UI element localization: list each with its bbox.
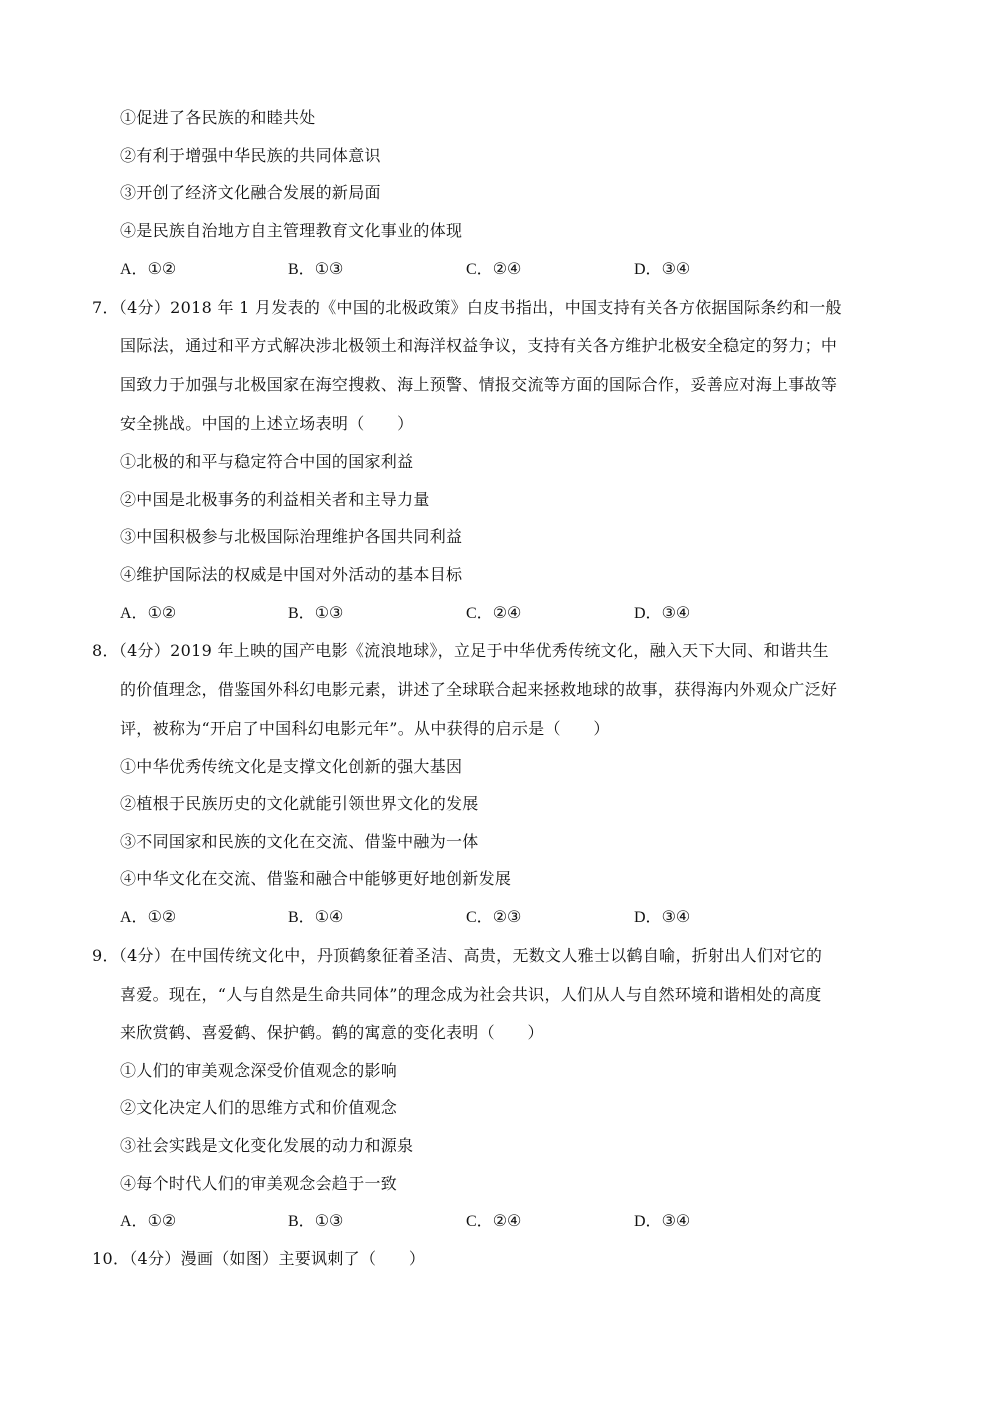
q7-statement-4: ④维护国际法的权威是中国对外活动的基本目标: [120, 565, 463, 584]
q8-stem-line-3: 评，被称为“开启了中国科幻电影元年”。从中获得的启示是（ ）: [120, 719, 610, 738]
q7-stem-line-4: 安全挑战。中国的上述立场表明（ ）: [120, 414, 414, 433]
q9-statement-2: ②文化决定人们的思维方式和价值观念: [120, 1098, 398, 1117]
q9-statement-4: ④每个时代人们的审美观念会趋于一致: [120, 1174, 398, 1193]
q9-statement-3: ③社会实践是文化变化发展的动力和源泉: [120, 1136, 414, 1155]
q6-statement-3: ③开创了经济文化融合发展的新局面: [120, 183, 381, 202]
q7-choices: [120, 601, 760, 625]
q7-choice-c[interactable]: C．②④: [466, 603, 522, 622]
q7-statement-3: ③中国积极参与北极国际治理维护各国共同利益: [120, 527, 463, 546]
q10-stem-line-1: 10．（4分）漫画（如图）主要讽刺了（ ）: [92, 1249, 426, 1268]
q9-choices: [120, 1209, 760, 1233]
q8-choice-d[interactable]: D．③④: [634, 907, 691, 926]
q7-choice-a[interactable]: A．①②: [120, 603, 177, 622]
q6-choice-b[interactable]: B．①③: [288, 259, 344, 278]
q8-choice-a[interactable]: A．①②: [120, 907, 177, 926]
q7-stem-line-1: 7．（4分）2018 年 1 月发表的《中国的北极政策》白皮书指出，中国支持有关各方依据国际条约和一般: [92, 298, 842, 317]
q8-statement-1: ①中华优秀传统文化是支撑文化创新的强大基因: [120, 757, 463, 776]
q6-choice-d[interactable]: D．③④: [634, 259, 691, 278]
q8-statement-3: ③不同国家和民族的文化在交流、借鉴中融为一体: [120, 832, 479, 851]
q8-statement-4: ④中华文化在交流、借鉴和融合中能够更好地创新发展: [120, 869, 512, 888]
q6-choice-c[interactable]: C．②④: [466, 259, 522, 278]
q6-statement-2: ②有利于增强中华民族的共同体意识: [120, 146, 381, 165]
q9-choice-b[interactable]: B．①③: [288, 1211, 344, 1230]
q9-choice-d[interactable]: D．③④: [634, 1211, 691, 1230]
q8-statement-2: ②植根于民族历史的文化就能引领世界文化的发展: [120, 794, 479, 813]
q6-choice-a[interactable]: A．①②: [120, 259, 177, 278]
q7-choice-b[interactable]: B．①③: [288, 603, 344, 622]
q6-statement-4: ④是民族自治地方自主管理教育文化事业的体现: [120, 221, 463, 240]
q7-stem-line-3: 国致力于加强与北极国家在海空搜救、海上预警、情报交流等方面的国际合作，妥善应对海上事故等: [120, 375, 838, 394]
q9-choice-a[interactable]: A．①②: [120, 1211, 177, 1230]
q8-stem-line-2: 的价值理念，借鉴国外科幻电影元素，讲述了全球联合起来拯救地球的故事，获得海内外观众广泛好: [120, 680, 838, 699]
q8-stem-line-1: 8．（4分）2019 年上映的国产电影《流浪地球》，立足于中华优秀传统文化，融入天下大同、和谐共生: [92, 641, 829, 660]
q9-stem-line-3: 来欣赏鹤、喜爱鹤、保护鹤。鹤的寓意的变化表明（ ）: [120, 1023, 544, 1042]
q7-statement-1: ①北极的和平与稳定符合中国的国家利益: [120, 452, 414, 471]
q8-choices: [120, 905, 760, 929]
q9-stem-line-1: 9．（4分）在中国传统文化中，丹顶鹤象征着圣洁、高贵，无数文人雅士以鹤自喻，折射出人们对它的: [92, 946, 823, 965]
q8-choice-c[interactable]: C．②③: [466, 907, 522, 926]
q9-statement-1: ①人们的审美观念深受价值观念的影响: [120, 1061, 398, 1080]
q7-stem-line-2: 国际法，通过和平方式解决涉北极领土和海洋权益争议，支持有关各方维护北极安全稳定的努力；中: [120, 336, 838, 355]
q9-choice-c[interactable]: C．②④: [466, 1211, 522, 1230]
q7-statement-2: ②中国是北极事务的利益相关者和主导力量: [120, 490, 430, 509]
q8-choice-b[interactable]: B．①④: [288, 907, 344, 926]
q6-choices: [120, 257, 760, 281]
q9-stem-line-2: 喜爱。现在，“人与自然是生命共同体”的理念成为社会共识，人们从人与自然环境和谐相处的高度: [120, 985, 822, 1004]
q6-statement-1: ①促进了各民族的和睦共处: [120, 108, 316, 127]
q7-choice-d[interactable]: D．③④: [634, 603, 691, 622]
